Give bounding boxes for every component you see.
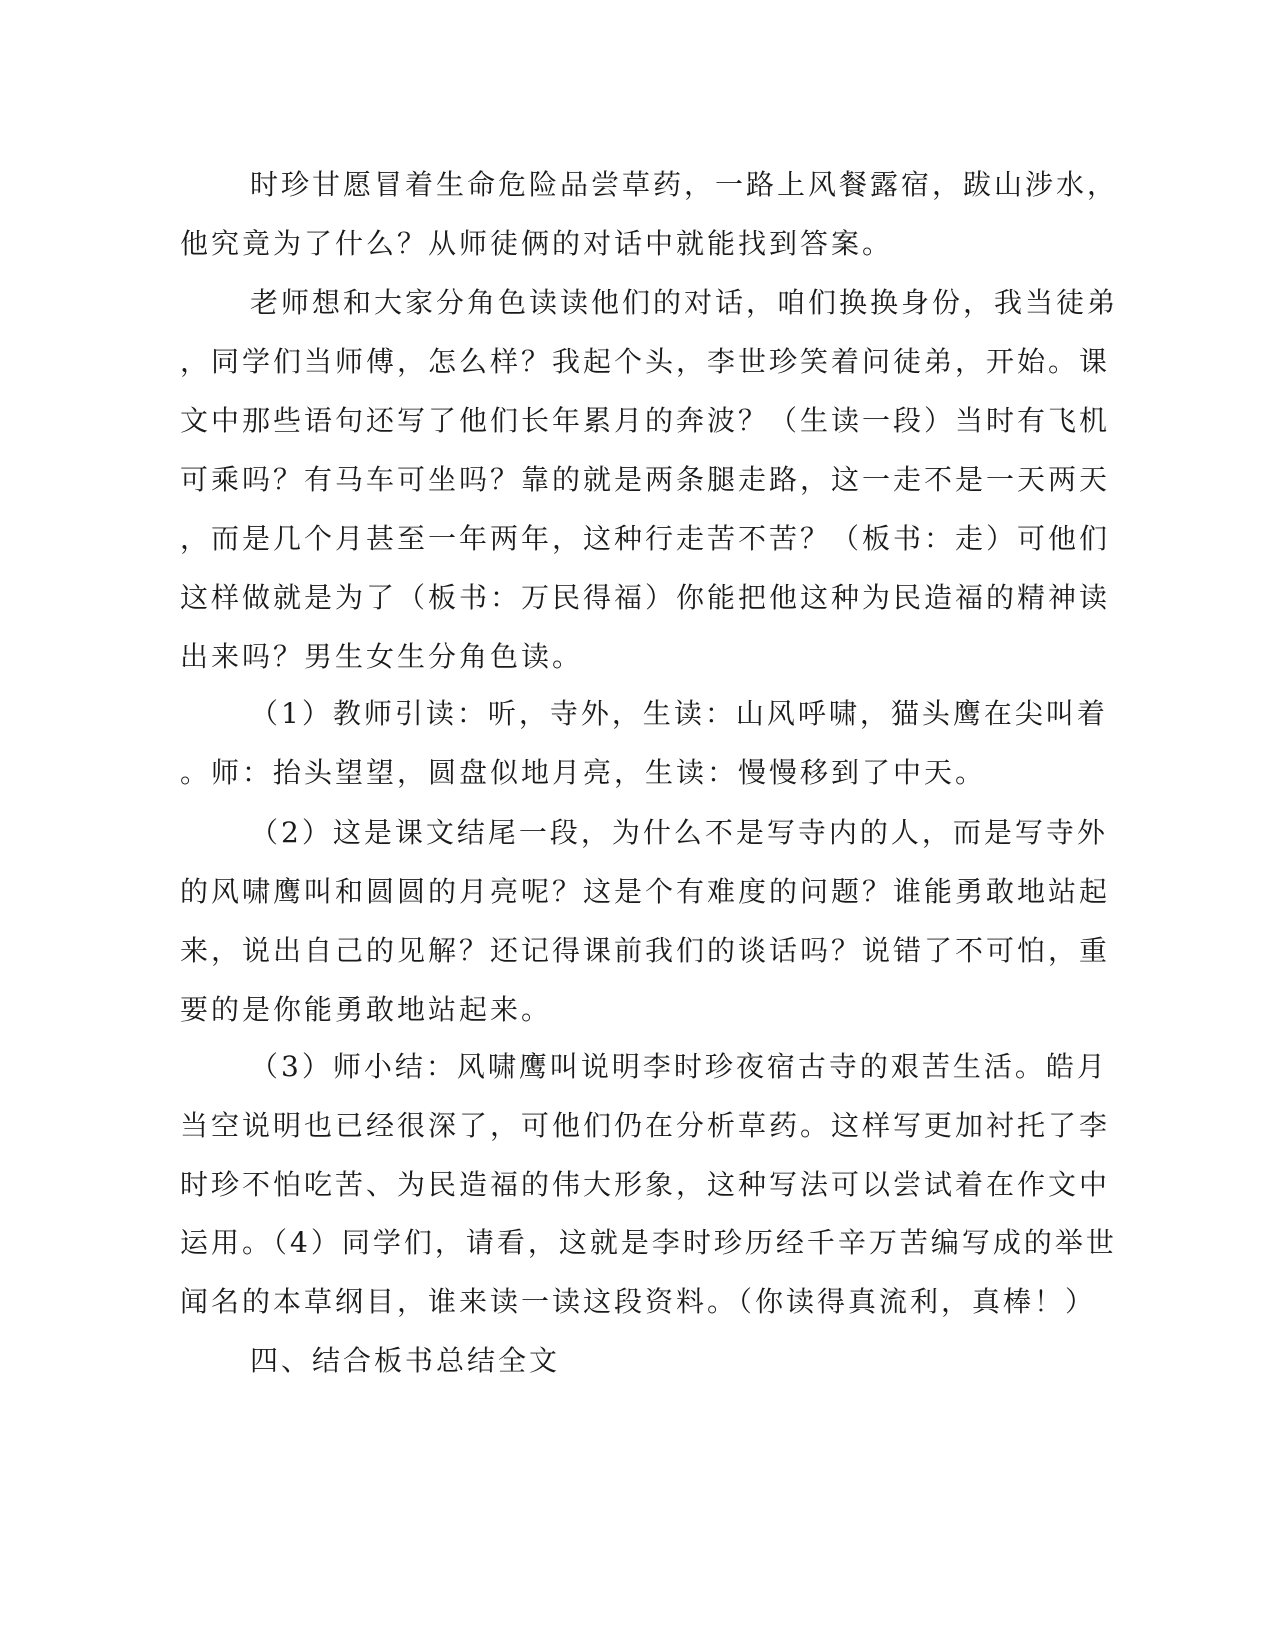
text-line: 时珍不怕吃苦、为民造福的伟大形象，这种写法可以尝试着在作文中 <box>180 1168 1111 1201</box>
text-line: 要的是你能勇敢地站起来。 <box>180 993 553 1026</box>
text-line: 出来吗？男生女生分角色读。 <box>180 640 584 673</box>
text-line: 。师：抬头望望，圆盘似地月亮，生读：慢慢移到了中天。 <box>180 756 987 789</box>
section-heading: 四、结合板书总结全文 <box>250 1344 561 1377</box>
text-line: 文中那些语句还写了他们长年累月的奔波？（生读一段）当时有飞机 <box>180 404 1111 437</box>
text-line: 时珍甘愿冒着生命危险品尝草药，一路上风餐露宿，跋山涉水， <box>250 168 1119 201</box>
text-line: 当空说明也已经很深了，可他们仍在分析草药。这样写更加衬托了李 <box>180 1109 1111 1142</box>
text-line: 来，说出自己的见解？还记得课前我们的谈话吗？说错了不可怕，重 <box>180 934 1111 967</box>
text-line: 这样做就是为了（板书：万民得福）你能把他这种为民造福的精神读 <box>180 581 1111 614</box>
text-line: 他究竟为了什么？从师徒俩的对话中就能找到答案。 <box>180 227 894 260</box>
text-line: ，同学们当师傅，怎么样？我起个头，李世珍笑着问徒弟，开始。课 <box>180 345 1111 378</box>
text-line: （3）师小结：风啸鹰叫说明李时珍夜宿古寺的艰苦生活。皓月 <box>250 1050 1108 1083</box>
text-line: 的风啸鹰叫和圆圆的月亮呢？这是个有难度的问题？谁能勇敢地站起 <box>180 875 1111 908</box>
text-line: 闻名的本草纲目，谁来读一读这段资料。（你读得真流利，真棒！） <box>180 1285 1097 1318</box>
text-line: 老师想和大家分角色读读他们的对话，咱们换换身份，我当徒弟 <box>250 286 1119 319</box>
text-line: 可乘吗？有马车可坐吗？靠的就是两条腿走路，这一走不是一天两天 <box>180 463 1111 496</box>
text-line: （1）教师引读：听，寺外，生读：山风呼啸，猫头鹰在尖叫着 <box>250 697 1108 730</box>
text-line: 运用。（4）同学们，请看，这就是李时珍历经千辛万苦编写成的举世 <box>180 1226 1117 1259</box>
text-line: ，而是几个月甚至一年两年，这种行走苦不苦？（板书：走）可他们 <box>180 522 1111 555</box>
text-line: （2）这是课文结尾一段，为什么不是写寺内的人，而是写寺外 <box>250 816 1108 849</box>
